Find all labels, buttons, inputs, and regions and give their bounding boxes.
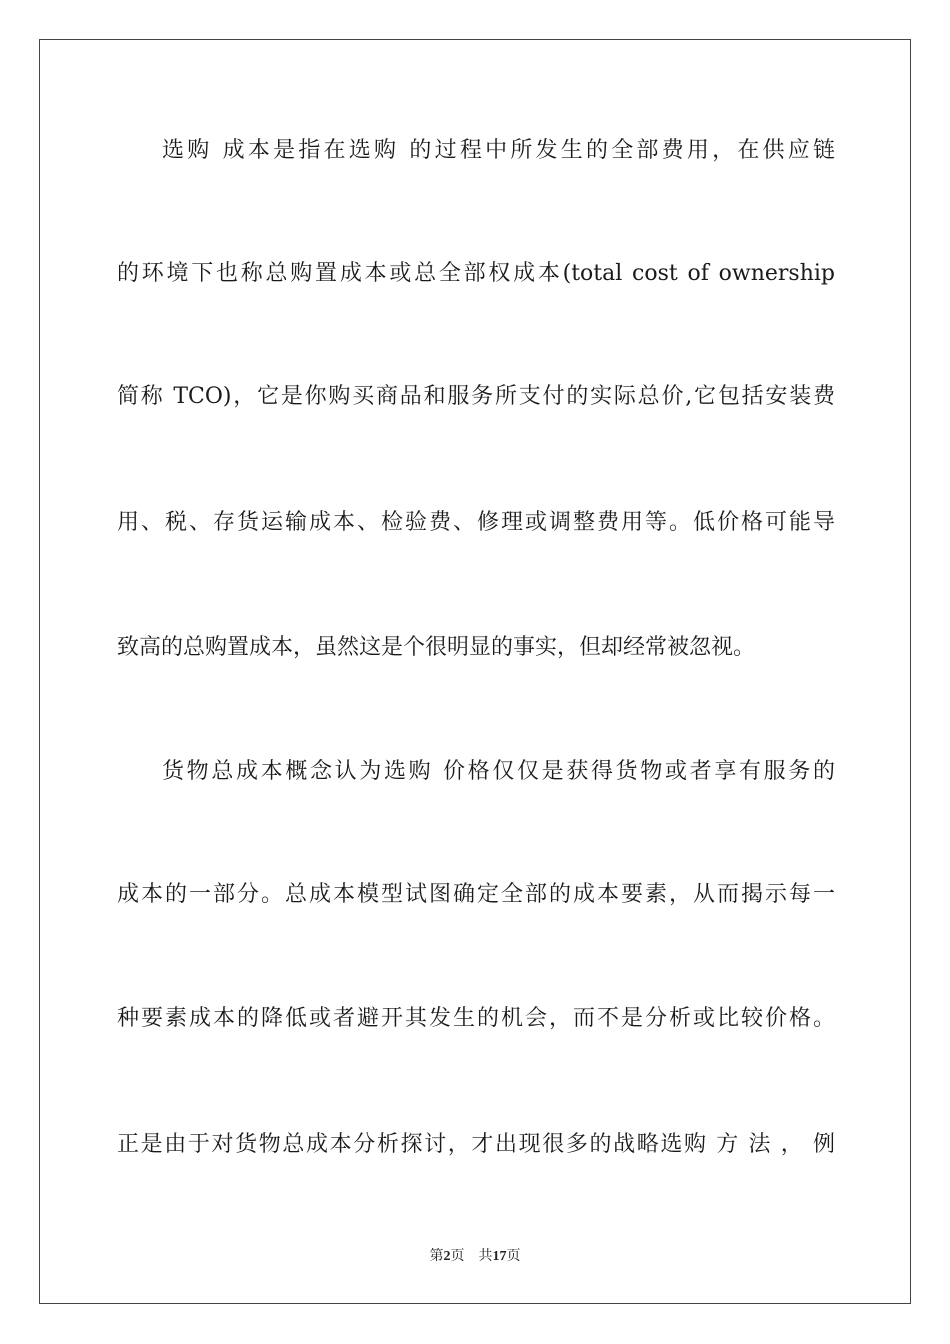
footer-page-prefix: 第 — [429, 1249, 444, 1264]
page-border — [39, 39, 911, 1304]
paragraph-1-line-3: 简称 TCO)，它是你购买商品和服务所支付的实际总价,它包括安装费 — [117, 384, 835, 409]
footer-total-suffix: 页 — [506, 1249, 521, 1264]
footer-total-prefix: 共 — [478, 1249, 493, 1264]
paragraph-1-line-1: 选购 成本是指在选购 的过程中所发生的全部费用，在供应链 — [162, 138, 835, 163]
paragraph-2-line-4: 正是由于对货物总成本分析探讨，才出现很多的战略选购 方 法 ， 例 — [117, 1132, 835, 1157]
footer-total-number: 17 — [492, 1249, 507, 1264]
paragraph-1-line-4: 用、税、存货运输成本、检验费、修理或调整费用等。低价格可能导 — [117, 510, 835, 535]
page-footer — [0, 1247, 950, 1267]
paragraph-1-line-5: 致高的总购置成本，虽然这是个很明显的事实，但却经常被忽视。 — [117, 635, 756, 660]
paragraph-2-line-1: 货物总成本概念认为选购 价格仅仅是获得货物或者享有服务的 — [162, 759, 835, 784]
footer-page-number: 2 — [443, 1249, 451, 1264]
footer-page-suffix: 页 — [450, 1249, 465, 1264]
paragraph-2-line-3: 种要素成本的降低或者避开其发生的机会，而不是分析或比较价格。 — [117, 1006, 835, 1031]
paragraph-1-line-2: 的环境下也称总购置成本或总全部权成本(total cost of ownership — [117, 261, 835, 286]
paragraph-2-line-2: 成本的一部分。总成本模型试图确定全部的成本要素，从而揭示每一 — [117, 882, 835, 907]
